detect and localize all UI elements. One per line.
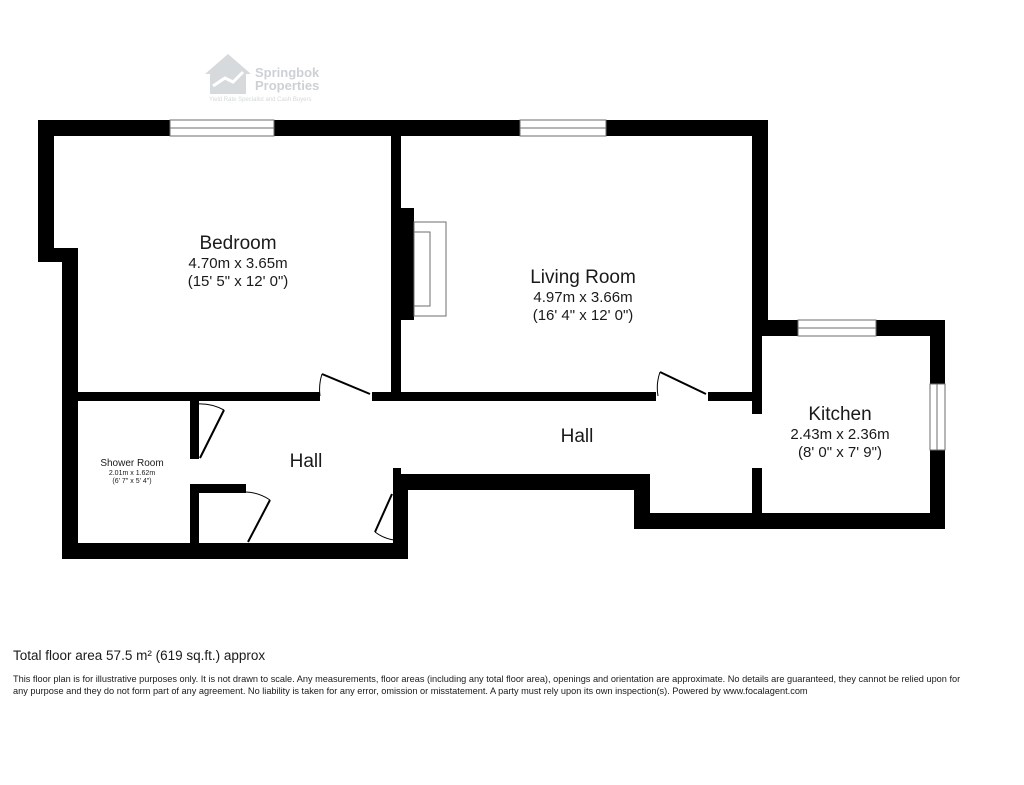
kitchen-dim-imperial: (8' 0" x 7' 9") bbox=[798, 444, 882, 462]
bedroom-label bbox=[150, 233, 326, 291]
shower-room-dim-metric: 2.01m x 1.62m bbox=[108, 469, 156, 477]
hall-left-label: Hall bbox=[289, 451, 323, 472]
hall-right-label: Hall bbox=[560, 426, 594, 447]
disclaimer-text: This floor plan is for illustrative purposes only. It is not drawn to scale. Any measurements, floor areas (including any total floor area), openings and orientation are approximate. No details are guaranteed, they cannot be relied upon for any purpose and they do not form part of any agreement. No liability is taken for any error, omission or misstatement. A party must rely upon its own inspection(s). Powered by www.focalagent.com bbox=[13, 674, 961, 696]
living-room-label bbox=[493, 267, 673, 325]
total-floor-area: Total floor area 57.5 m² (619 sq.ft.) approx bbox=[13, 648, 266, 663]
fireplace bbox=[414, 222, 446, 316]
living-room-dim-metric: 4.97m x 3.66m bbox=[533, 289, 633, 307]
shower-room-label bbox=[90, 458, 174, 486]
shower-room-name: Shower Room bbox=[100, 458, 164, 469]
bedroom-dim-imperial: (15' 5" x 12' 0") bbox=[187, 273, 289, 291]
walls bbox=[38, 120, 945, 559]
logo-wordmark: Springbok Properties bbox=[255, 65, 320, 93]
living-room-dim-imperial: (16' 4" x 12' 0") bbox=[532, 307, 634, 325]
kitchen-label bbox=[770, 404, 910, 462]
kitchen-name: Kitchen bbox=[808, 404, 872, 425]
living-room-name: Living Room bbox=[530, 267, 636, 288]
shower-room-dim-imperial: (6' 7" x 5' 4") bbox=[112, 478, 152, 486]
bedroom-name: Bedroom bbox=[199, 233, 277, 254]
bedroom-dim-metric: 4.70m x 3.65m bbox=[188, 255, 288, 273]
logo-tagline: Yield Rate Specialist and Cash Buyers bbox=[209, 97, 312, 103]
kitchen-dim-metric: 2.43m x 2.36m bbox=[790, 426, 890, 444]
